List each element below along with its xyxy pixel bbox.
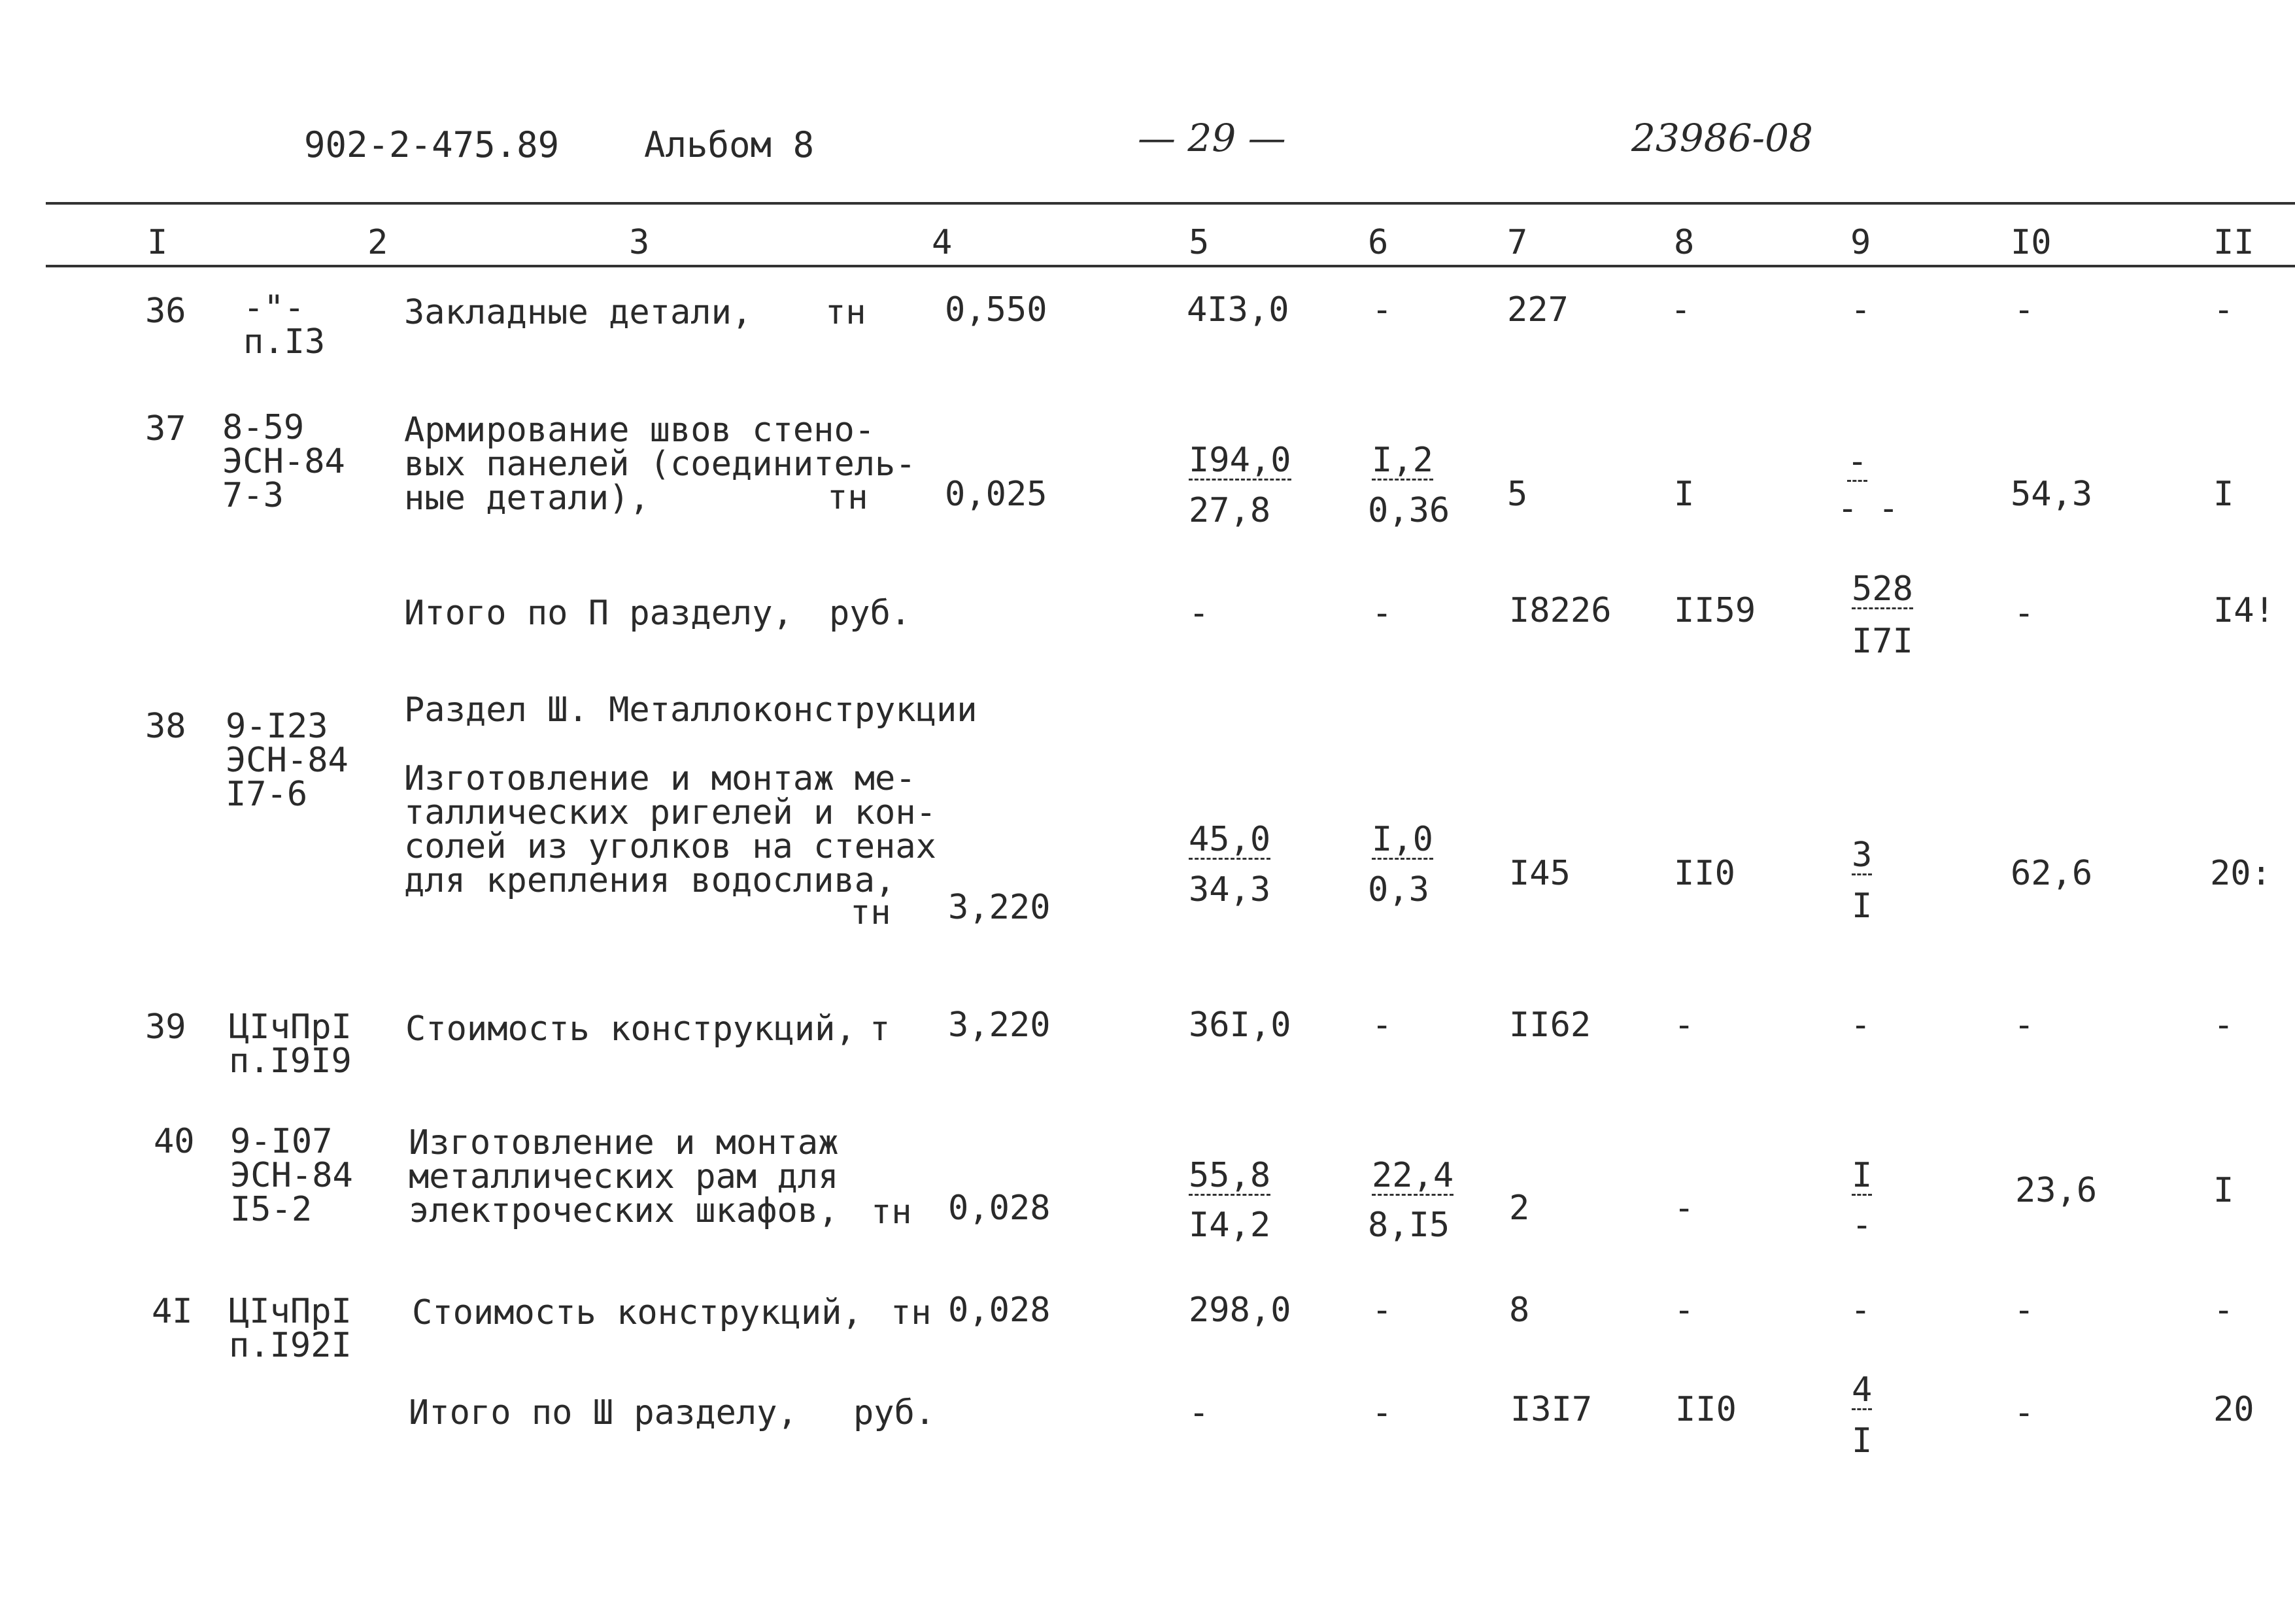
col10-value: 62,6	[2011, 854, 2093, 893]
norm-code: 8-59 ЭСН-84 7-3	[222, 408, 345, 515]
row-number: 36	[145, 292, 186, 331]
col8-value: I	[1674, 475, 1695, 514]
col11-value: -	[2213, 1006, 2234, 1045]
col10-value: -	[2014, 1291, 2035, 1330]
col5-numerator: 45,0	[1189, 820, 1271, 859]
col5-numerator: I94,0	[1189, 441, 1291, 480]
norm-code: 9-I23 ЭСН-84 I7-6	[226, 707, 348, 814]
col9-numerator: I	[1852, 1156, 1873, 1195]
row-number: 40	[154, 1122, 195, 1161]
unit: руб.	[829, 594, 911, 633]
quantity: 0,028	[948, 1291, 1051, 1330]
col6-denominator: 0,3	[1368, 870, 1429, 909]
col9-numerator: 528	[1852, 569, 1913, 609]
col9-value: -	[1850, 290, 1871, 330]
col10-value: 23,6	[2015, 1171, 2098, 1210]
quantity: 0,028	[948, 1189, 1051, 1228]
col8-value: -	[1674, 1291, 1695, 1330]
col-header-8: 8	[1674, 223, 1695, 262]
total-label: Итого по Ш разделу,	[409, 1393, 798, 1432]
quantity: 3,220	[948, 888, 1051, 927]
col-header-6: 6	[1368, 223, 1389, 262]
col-header-5: 5	[1189, 223, 1210, 262]
col7-value: 8	[1509, 1291, 1530, 1330]
row-number: 39	[145, 1007, 186, 1047]
col10-value: -	[2014, 594, 2035, 633]
col11-value: 20	[2213, 1390, 2254, 1429]
col9-numerator: 3	[1852, 836, 1873, 875]
work-description: Стоимость конструкций,	[405, 1009, 856, 1049]
col-header-11: II	[2213, 223, 2254, 262]
col9-denominator: I	[1852, 887, 1873, 926]
row-number: 38	[145, 707, 186, 746]
row-number: 4I	[152, 1292, 193, 1331]
col5-value: -	[1189, 1393, 1210, 1432]
col6-denominator: 0,36	[1368, 491, 1450, 530]
unit: тн	[827, 478, 868, 517]
col8-value: II59	[1674, 591, 1756, 630]
col9-value: -	[1850, 1291, 1871, 1330]
col8-value: II0	[1674, 854, 1735, 893]
col8-value: -	[1674, 1189, 1695, 1228]
unit: тн	[825, 293, 866, 332]
col5-numerator: 55,8	[1189, 1156, 1271, 1195]
section-title: Раздел Ш. Металлоконструкции	[404, 690, 978, 730]
unit: тн	[850, 893, 891, 932]
col9-numerator: 4	[1852, 1370, 1873, 1410]
quantity: 0,025	[945, 475, 1047, 514]
col5-denominator: I4,2	[1189, 1206, 1271, 1245]
norm-code: ЦIчПрI п.I9I9	[229, 1007, 352, 1081]
col9-denominator: -	[1852, 1206, 1873, 1245]
col10-value: -	[2014, 290, 2035, 330]
col7-value: I8226	[1509, 591, 1612, 630]
unit: тн	[891, 1293, 932, 1332]
col7-value: 5	[1507, 475, 1528, 514]
col10-value: -	[2014, 1006, 2035, 1045]
work-description: Закладные детали,	[404, 293, 753, 332]
col6-denominator: 8,I5	[1368, 1206, 1450, 1245]
col8-value: II0	[1675, 1390, 1737, 1429]
col7-value: I45	[1509, 854, 1571, 893]
col8-value: -	[1671, 290, 1692, 330]
norm-code: -"- п.I3	[243, 288, 326, 362]
col6-numerator: 22,4	[1372, 1156, 1454, 1195]
quantity: 0,550	[945, 290, 1047, 330]
col5-denominator: 34,3	[1189, 870, 1271, 909]
col7-value: II62	[1509, 1006, 1591, 1045]
col-header-7: 7	[1507, 223, 1528, 262]
col5-value: 298,0	[1189, 1291, 1291, 1330]
col-header-1: I	[147, 223, 168, 262]
norm-code: ЦIчПрI п.I92I	[229, 1292, 352, 1365]
col6-value: -	[1372, 1291, 1393, 1330]
col5-value: 4I3,0	[1187, 290, 1289, 330]
col9-denominator: I7I	[1852, 622, 1913, 661]
work-description: Изготовление и монтаж ме- таллических ригелей и кон- солей из уголков на стенах для крепления водослива,	[404, 759, 936, 900]
inventory-number: 23986-08	[1631, 116, 1813, 160]
col-header-4: 4	[932, 223, 953, 262]
page-number: — 29 —	[1138, 116, 1286, 160]
header-top-rule	[46, 202, 2295, 205]
col5-value: 36I,0	[1189, 1006, 1291, 1045]
col-header-3: 3	[629, 223, 650, 262]
col5-value: -	[1189, 594, 1210, 633]
col5-denominator: 27,8	[1189, 491, 1271, 530]
total-label: Итого по П разделу,	[404, 594, 793, 633]
col8-value: -	[1674, 1006, 1695, 1045]
unit: руб.	[853, 1393, 936, 1432]
col11-value: I	[2213, 475, 2234, 514]
norm-code: 9-I07 ЭСН-84 I5-2	[230, 1122, 353, 1229]
col11-value: I	[2213, 1171, 2234, 1210]
col11-value: -	[2213, 290, 2234, 330]
work-description: Изготовление и монтаж металлических рам для электроческих шкафов,	[409, 1123, 839, 1230]
unit: т	[870, 1009, 891, 1049]
col6-numerator: I,2	[1372, 441, 1433, 480]
col10-value: -	[2014, 1393, 2035, 1432]
col9-denominator: - -	[1837, 489, 1899, 528]
col6-value: -	[1372, 1393, 1393, 1432]
col7-value: 227	[1507, 290, 1569, 330]
col9-denominator: I	[1852, 1421, 1873, 1461]
col-header-9: 9	[1850, 223, 1871, 262]
album-label: Альбом 8	[644, 124, 815, 165]
unit: тн	[871, 1193, 912, 1232]
col6-value: -	[1372, 594, 1393, 633]
col11-value: 20:	[2210, 854, 2271, 893]
work-description: Армирование швов стено- вых панелей (соединитель- ные детали),	[404, 411, 916, 518]
col9-value: -	[1850, 1006, 1871, 1045]
col-header-10: I0	[2011, 223, 2052, 262]
work-description: Стоимость конструкций,	[412, 1293, 862, 1332]
col7-value: 2	[1509, 1189, 1530, 1228]
col7-value: I3I7	[1510, 1390, 1593, 1429]
col6-value: -	[1372, 290, 1393, 330]
col10-value: 54,3	[2011, 475, 2093, 514]
col-header-2: 2	[367, 223, 388, 262]
row-number: 37	[145, 409, 186, 448]
col11-value: I4!	[2213, 591, 2275, 630]
col6-numerator: I,0	[1372, 820, 1433, 859]
quantity: 3,220	[948, 1006, 1051, 1045]
document-code: 902-2-475.89	[304, 124, 560, 165]
col9-numerator: -	[1847, 442, 1868, 481]
header-bottom-rule	[46, 265, 2295, 267]
col11-value: -	[2213, 1291, 2234, 1330]
col6-value: -	[1372, 1006, 1393, 1045]
